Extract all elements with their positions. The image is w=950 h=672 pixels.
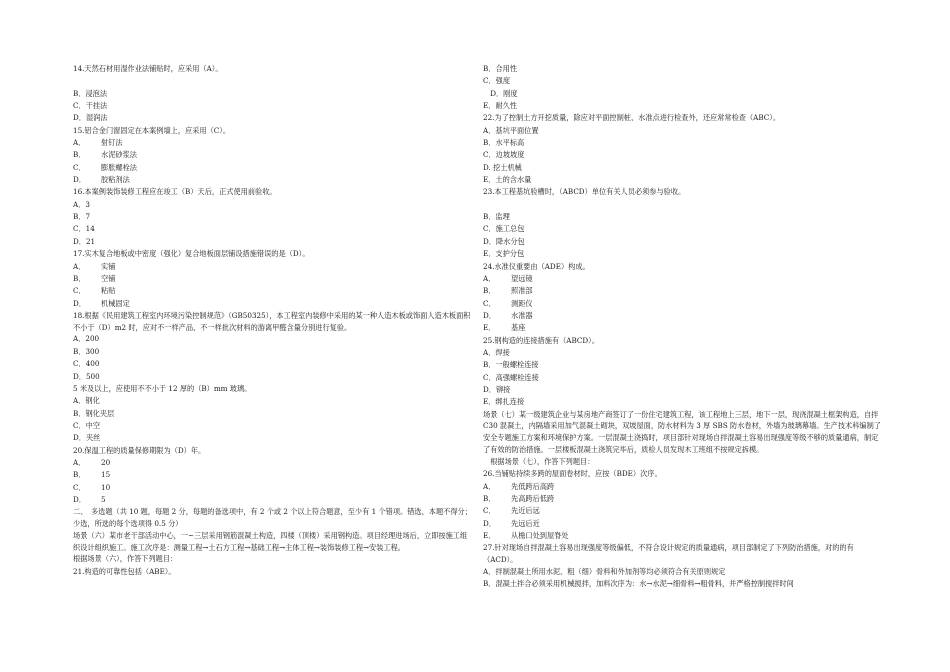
option-key: B． xyxy=(483,286,496,296)
option-key: A． xyxy=(73,138,86,148)
option-text: 膨胀螺栓法 xyxy=(101,162,137,172)
text-line: B．一般螺栓连接 xyxy=(483,360,539,370)
text-line: C．中空 xyxy=(73,420,101,430)
text-line: C．400 xyxy=(73,359,100,369)
option-text: 10 xyxy=(101,482,111,492)
option-line xyxy=(483,285,883,297)
text-paragraph: 27.针对现场自拌混凝土容易出现强度等级偏低，不符合设计规定的质量通病，项目部制定了下列防治措施，对的的有（ACD）。 xyxy=(483,543,854,565)
text-line: D．降水分包 xyxy=(483,236,525,246)
option-key: C． xyxy=(73,286,86,296)
option-text: 射钉法 xyxy=(101,138,123,148)
text-line: E．绑扎连接 xyxy=(483,397,525,407)
option-key: D． xyxy=(483,310,496,320)
left-column xyxy=(73,63,473,578)
option-text: 测距仪 xyxy=(511,298,533,308)
text-line: B．钢化夹层 xyxy=(73,408,115,418)
text-line: 26.当铺贴持续多跨的屋面卷材时，应按（BDE）次序。 xyxy=(483,469,662,479)
option-text: 先远后近 xyxy=(511,518,540,528)
text-line: 5 米及以上，应使用不不小于 12 厚的（B）mm 玻璃。 xyxy=(73,383,252,393)
text-line: 根据场景（六），作答下列题目： xyxy=(73,554,178,564)
option-key: D． xyxy=(73,494,86,504)
option-key: E． xyxy=(483,530,496,540)
text-line: A．拌制混凝土所用水泥、粗（细）骨料和外加剂等均必须符合有关原则规定 xyxy=(483,566,726,576)
text-line: D．21 xyxy=(73,236,96,246)
option-line xyxy=(483,298,883,310)
option-key: D． xyxy=(73,175,86,185)
text-line: A．基坑平面位置 xyxy=(483,125,539,135)
text-line: A．钢化 xyxy=(73,396,100,406)
text-line: 20.保温工程的质量保修期限为（D）年。 xyxy=(73,445,206,455)
text-line: C．强度 xyxy=(483,76,511,86)
option-line xyxy=(483,530,883,542)
option-text: 空铺 xyxy=(101,273,116,283)
option-text: 先近后远 xyxy=(511,506,540,516)
text-line: B．混凝土拌合必须采用机械搅拌，加料次序为：水→水泥→细骨料→粗骨料，并严格控制搅拌时间 xyxy=(483,579,794,589)
option-key: E． xyxy=(483,323,496,333)
option-key: A． xyxy=(483,481,496,491)
option-key: D． xyxy=(73,298,86,308)
text-line: 25.钢构造的连接措施有（ABCD）。 xyxy=(483,335,599,345)
text-line: A．3 xyxy=(73,199,90,209)
option-line xyxy=(483,505,883,517)
text-line: B．水平标高 xyxy=(483,138,525,148)
text-line: B．浸泡法 xyxy=(73,88,108,98)
text-paragraph: 场景（六）某市老干部活动中心，一~三层采用钢筋混凝土构造，四楼（顶楼）采用钢构造。项目经理进场后，立即按施工组织设计组织施工。施工次序是：测量工程→土石方工程→基础工程→主体工程→装饰装修工程→安装工程。 xyxy=(73,530,468,552)
option-line xyxy=(73,137,473,149)
text-line: 16.本案例装饰装修工程应在竣工（B）天后，正式使用前验收。 xyxy=(73,187,277,197)
option-key: C． xyxy=(73,162,86,172)
option-line xyxy=(73,162,473,174)
option-text: 望远镜 xyxy=(511,273,533,283)
option-key: B． xyxy=(73,273,86,283)
option-text: 胶粘剂法 xyxy=(101,175,130,185)
option-line xyxy=(483,493,883,505)
text-line: B．7 xyxy=(73,212,91,222)
text-line: D．500 xyxy=(73,371,100,381)
option-line xyxy=(73,273,473,285)
option-line xyxy=(73,469,473,481)
text-line: E．土的含水量 xyxy=(483,175,532,185)
text-line: D．夹丝 xyxy=(73,433,101,443)
text-line: B．300 xyxy=(73,346,100,356)
blank-line xyxy=(73,75,473,87)
option-key: C． xyxy=(483,298,496,308)
text-line: C．边坡坡度 xyxy=(483,150,525,160)
option-text: 粘贴 xyxy=(101,286,116,296)
option-key: C． xyxy=(483,506,496,516)
text-line: D．铆接 xyxy=(483,384,511,394)
text-paragraph: 场景（七）某一级建筑企业与某房地产商签订了一份住宅建筑工程，该工程地上三层，地下一层，现浇混凝土框架构造，自拌 C30 混凝土，内隔墙采用加气混凝土砌块，双坡屋面，防水材料为 3 厚 SBS 防水卷材，外墙为玻璃幕墙。生产技术科编制了安全专题施工方案和环境保护方案。一层混凝土浇捣时，项目部针对现场自拌混凝土容易出现强度等级不够的质量通病，制定了有效的防治措施。一层楼板混凝土浇筑完毕后，质检人员发现木工班组不按规定拆模。 xyxy=(483,409,881,455)
option-line xyxy=(73,494,473,506)
option-text: 实铺 xyxy=(101,261,116,271)
option-key: B． xyxy=(483,493,496,503)
option-text: 机械固定 xyxy=(101,298,130,308)
option-key: D． xyxy=(483,518,496,528)
option-line xyxy=(483,518,883,530)
option-line xyxy=(73,149,473,161)
option-text: 先低跨后高跨 xyxy=(511,481,555,491)
text-line: A．焊接 xyxy=(483,347,510,357)
option-text: 20 xyxy=(101,457,111,467)
option-text: 从檐口处到屋脊处 xyxy=(511,530,569,540)
text-line: D．刚度 xyxy=(483,88,518,98)
option-text: 水泥砂浆法 xyxy=(101,150,137,160)
text-line: C．14 xyxy=(73,224,95,234)
text-line: D. 挖土机械 xyxy=(483,162,522,172)
option-text: 水准器 xyxy=(511,310,533,320)
option-line xyxy=(483,481,883,493)
option-line xyxy=(73,174,473,186)
option-line xyxy=(73,457,473,469)
option-key: A． xyxy=(73,457,86,467)
text-line: 14.天然石材用湿作业法铺贴时，应采用（A）。 xyxy=(73,64,223,73)
text-line: 17.实木复合地板或中密度（强化）复合地板面层铺设措施错误的是（D）。 xyxy=(73,249,310,259)
option-line xyxy=(73,482,473,494)
option-key: A． xyxy=(483,273,496,283)
text-line: 根据场景（七），作答下列题目： xyxy=(483,456,595,466)
text-line: E．支护分包 xyxy=(483,249,525,259)
right-column xyxy=(483,63,883,591)
option-line xyxy=(483,322,883,334)
text-line: 22.为了控制土方开挖质量，除应对平面控制桩、水准点进行检查外，还应常常检查（ABC）。 xyxy=(483,113,781,123)
option-key: B． xyxy=(73,150,86,160)
text-paragraph: 二、 多选题（共 10 题，每题 2 分，每题的备选项中，有 2 个或 2 个以上符合题意，至少有 1 个错项。错选，本题不得分；少选，所选的每个选项得 0.5 分） xyxy=(73,507,472,529)
text-line: 21.构造的可靠性包括（ABE）。 xyxy=(73,566,176,576)
text-line: B．监理 xyxy=(483,212,510,222)
option-line xyxy=(483,310,883,322)
option-line xyxy=(483,273,883,285)
text-line: D．湿润法 xyxy=(73,113,108,123)
text-line: B．合用性 xyxy=(483,64,518,73)
option-line xyxy=(73,261,473,273)
option-text: 5 xyxy=(101,494,106,504)
option-key: B． xyxy=(73,470,86,480)
text-line: C．施工总包 xyxy=(483,224,525,234)
text-line: C．干挂法 xyxy=(73,101,108,111)
text-line: E．耐久性 xyxy=(483,101,517,111)
text-line: C．高强螺栓连接 xyxy=(483,372,539,382)
option-key: C． xyxy=(73,482,86,492)
text-line: A．200 xyxy=(73,334,100,344)
text-line: 15.铝合金门窗固定在本案例墙上，应采用（C）。 xyxy=(73,125,231,135)
blank-line xyxy=(483,199,883,211)
option-line xyxy=(73,298,473,310)
option-line xyxy=(73,285,473,297)
option-text: 15 xyxy=(101,470,111,480)
option-key: A． xyxy=(73,261,86,271)
option-text: 基座 xyxy=(511,323,526,333)
text-paragraph: 18.根据《民用建筑工程室内环境污染控制规范》（GB50325），本工程室内装修中采用的某一种人造木板或饰面人造木板面积不小于（D）m2 时，应对不一样产品、不一样批次材料的游离甲醛含量分别进行复验。 xyxy=(73,310,471,332)
option-text: 先高跨后低跨 xyxy=(511,493,555,503)
option-text: 照准部 xyxy=(511,286,533,296)
text-line: 24.水准仪重要由（ADE）构成。 xyxy=(483,261,590,271)
text-line: 23.本工程基坑验槽时，（ABCD）单位有关人员必须参与验收。 xyxy=(483,187,686,197)
